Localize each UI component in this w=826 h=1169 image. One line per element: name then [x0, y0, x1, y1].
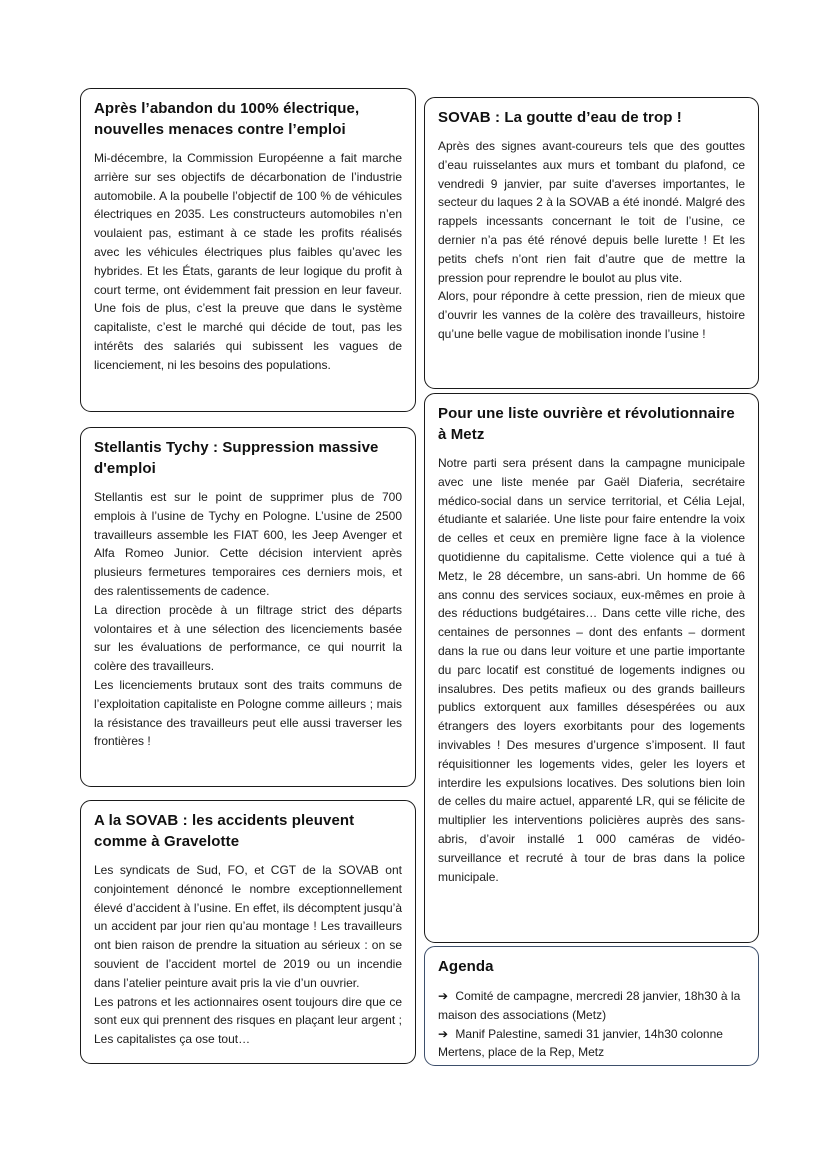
- article-title: Après l’abandon du 100% électrique, nouvelles menaces contre l’emploi: [94, 100, 360, 138]
- article-title: Pour une liste ouvrière et révolutionnaire à Metz: [438, 405, 735, 443]
- article-box-sovab-goutte-eau: [424, 97, 759, 389]
- article-title: Stellantis Tychy : Suppression massive d'emploi: [94, 439, 379, 477]
- article-box-abandon-electrique: [80, 88, 416, 412]
- agenda-item-text: Manif Palestine, samedi 31 janvier, 14h30 colonne Mertens, place de la Rep, Metz: [438, 1026, 723, 1060]
- agenda-title: Agenda: [438, 958, 494, 975]
- article-box-sovab-accidents: [80, 800, 416, 1064]
- article-title: A la SOVAB : les accidents pleuvent comme à Gravelotte: [94, 812, 355, 850]
- article-paragraph: Mi-décembre, la Commission Européenne a fait marche arrière sur ses objectifs de décarbonation de l’industrie automobile. A la poubelle l’objectif de 100 % de véhicules électriques en 2035. Les constructeurs automobiles n’en voulaient pas, estimant à ce stade les profits réalisés avec les véhicules électriques plus faibles qu’avec les hybrides. Et les États, garants de leur logique du profit à court terme, ont évidemment fait pression en leur faveur. Une fois de plus, c’est la preuve que dans le système capitaliste, c’est le marché qui décide de tout, pas les intérêts des salariés qui subissent les vagues de licenciement, ni les besoins des populations.: [94, 151, 402, 372]
- article-box-liste-metz: [424, 393, 759, 943]
- article-box-stellantis-tychy: [80, 427, 416, 787]
- article-paragraph: Stellantis est sur le point de supprimer plus de 700 emplois à l’usine de Tychy en Pologne. L’usine de 2500 travailleurs assemble les FIAT 600, les Jeep Avenger et Alfa Romeo Junior. Cette décision intervient après plusieurs fermetures temporaires ces derniers mois, et des ralentissements de cadence.: [94, 490, 402, 598]
- arrow-right-icon: ➔: [438, 989, 449, 1003]
- article-paragraph: Alors, pour répondre à cette pression, rien de mieux que d’ouvrir les vannes de la colère des travailleurs, histoire qu’une belle vague de mobilisation inonde l’usine !: [438, 289, 745, 341]
- agenda-box: [424, 946, 759, 1066]
- article-paragraph: Notre parti sera présent dans la campagne municipale avec une liste menée par Gaël Diaferia, secrétaire médico-social dans un service territorial, et Célia Lejal, étudiante et salariée. Une liste pour faire entendre la voix de celles et ceux en première ligne face à la violence quotidienne du capitalisme. Cette violence qui a tué à Metz, le 28 décembre, un sans-abri. Un homme de 66 ans connu des services sociaux, eux-mêmes en proie à des réductions budgétaires… Dans cette ville riche, des centaines de personnes – dont des enfants – dorment dans la rue ou dans leur voiture et une partie importante du parc locatif est constitué de logements indignes ou insalubres. Des petits mafieux ou des grands bailleurs publics extorquent aux familles désespérées ou aux étrangers des loyers exorbitants pour des logements invivables ! Des mesures d’urgence s’imposent. Il faut réquisitionner les logements vides, geler les loyers et interdire les expulsions locatives. Des solutions bien loin de celles du maire actuel, apparenté LR, qui se félicite de multiplier les interventions policières auprès des sans-abris, d’avoir installé 1 000 caméras de vidéo-surveillance et recruté à tour de bras dans la police municipale.: [438, 456, 745, 884]
- agenda-item-text: Comité de campagne, mercredi 28 janvier, 18h30 à la maison des associations (Metz): [438, 989, 741, 1022]
- article-title: SOVAB : La goutte d’eau de trop !: [438, 109, 682, 126]
- article-paragraph: Les syndicats de Sud, FO, et CGT de la SOVAB ont conjointement dénoncé le nombre exceptionnellement élevé d’accident à l’usine. En effet, ils décomptent jusqu’à un accident par jour rien qu’au montage ! Les travailleurs ont bien raison de prendre la situation au sérieux : on se souvient de l’accident mortel de 2019 ou un incendie dans l’atelier peinture avait pris la vie d’un ouvrier.: [94, 863, 402, 990]
- agenda-item: [438, 987, 745, 1025]
- agenda-item: [438, 1025, 745, 1063]
- article-paragraph: La direction procède à un filtrage strict des départs volontaires et à une sélection des licenciements basée sur les évaluations de performance, ce qui nourrit la colère des travailleurs.: [94, 602, 402, 674]
- article-paragraph: Après des signes avant-coureurs tels que des gouttes d’eau ruisselantes aux murs et tombant du plafond, ce vendredi 9 janvier, par suite d'averses importantes, le secteur du laques 2 à la SOVAB a été inondé. Malgré des rappels incessants concernant le toit de l’usine, ce dernier n’a pas été rénové depuis belle lurette ! Et les petits chefs n’ont rien fait d’autre que de mettre la pression pour reprendre le boulot au plus vite.: [438, 139, 745, 285]
- article-paragraph: Les licenciements brutaux sont des traits communs de l’exploitation capitaliste en Pologne comme ailleurs ; mais la résistance des travailleurs peut elle aussi traverser les frontières !: [94, 677, 402, 749]
- article-paragraph: Les patrons et les actionnaires osent toujours dire que ce sont eux qui prennent des risques en plaçant leur argent ; Les capitalistes ça ose tout…: [94, 994, 402, 1047]
- arrow-right-icon: ➔: [438, 1026, 449, 1041]
